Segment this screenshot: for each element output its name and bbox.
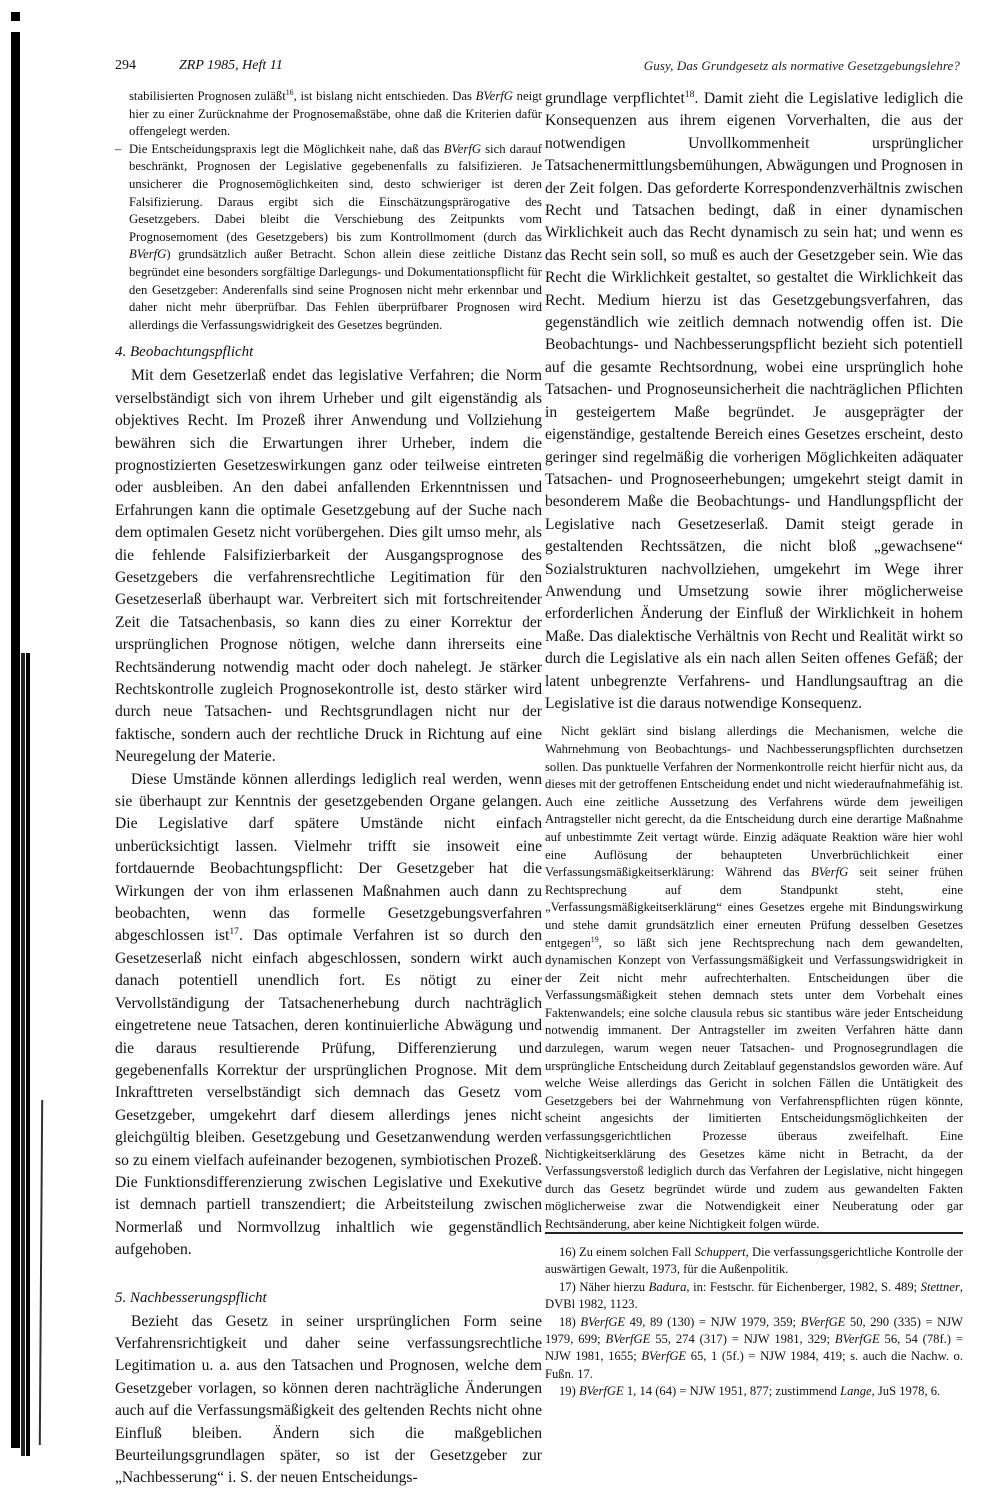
scan-artifact	[11, 32, 20, 1448]
dash-list-item: – Die Entscheidungspraxis legt die Möglichkeit nahe, daß das BVerfG sich darauf beschränkt, Prognosen der Legislative gegebenenfalls zu falsifizieren. Je unsicherer die Prognosemöglichkeiten sind, desto schwieriger ist deren Falsifizierung. Daraus ergibt sich die Einschätzungsprärogative des Gesetzgebers. Dabei bleibt die Verschiebung des Zeitpunkts vom Prognosemoment (des Gesetzgebers) bis zum Kontrollmoment (durch das BVerfG) grundsätzlich außer Betracht. Schon allein diese zeitliche Distanz begründet eine besonders sorgfältige Darlegungs- und Dokumentationspflicht für den Gesetzgeber: Anderenfalls sind seine Prognosen nicht mehr erkennbar und daher nicht mehr überprüfbar. Das Fehlen überprüfbarer Prognosen wird allerdings die Verfassungswidrigkeit des Gesetzes begründen.	[115, 141, 542, 332]
scan-artifact	[21, 653, 25, 1456]
continuation-paragraph: stabilisierten Prognosen zuläßt$^{16}$, ist bislang nicht entschieden. Das BVerfG neigt hier zu einer Zurücknahme der Prognosemaßstäbe, ohne daß die Kriterien dafür offengelegt werden.	[129, 87, 542, 139]
section-heading-4: 4. Beobachtungspflicht	[115, 344, 254, 361]
scan-artifact	[26, 653, 30, 1456]
footnote-divider	[545, 1232, 963, 1234]
running-head-article-title: Gusy, Das Grundgesetz als normative Gesetzgebungslehre?	[643, 58, 960, 73]
footnote-16: 16) Zu einem solchen Fall Schuppert, Die verfassungsgerichtliche Kontrolle der auswärtigen Gewalt, 1973, für die Außenpolitik.	[545, 1245, 963, 1277]
footnote-ref-19[interactable]: 19	[590, 934, 599, 944]
footnote-ref-17[interactable]: 17	[229, 926, 239, 938]
journal-citation: ZRP 1985, Heft 11	[179, 58, 283, 73]
section4-paragraph-1: Mit dem Gesetzerlaß endet das legislative Verfahren; die Norm verselbständigt sich von ihrem Urheber und gilt eigenständig als objektives Recht. Im Prozeß ihrer Anwendung und Vollziehung bewähren sich die Erwartungen ihrer Urheber, indem die prognostizierten Gesetzeswirkungen ganz oder teilweise eintreten oder ausbleiben. An den dabei anfallenden Erkenntnissen und Erfahrungen kann die optimale Gesetzgebung auf der Suche nach dem optimalen Gesetz nicht vorübergehen. Dies gilt umso mehr, als die fehlende Falsifizierbarkeit der Ausgangsprognose des Gesetzgebers die verfahrensrechtliche Legitimation für den Gesetzeserlaß überhaupt war. Verbreitert sich mit fortschreitender Zeit die Tatsachenbasis, so kann dies zu einer Korrektur der ursprünglichen Prognose nötigen, welche dann ihrerseits eine Rechtsänderung notwendig macht oder doch nahelegt. Je stärker Rechtskontrolle zugleich Prognosekontrolle ist, desto stärker wird durch neue Tatsachen- und Rechtsgrundlagen nicht nur der faktische, sondern auch der rechtliche Druck in Richtung auf eine Neuregelung der Materie.	[115, 367, 542, 766]
section4-paragraph-2: Diese Umstände können allerdings lediglich real werden, wenn sie überhaupt zur Kenntnis der gesetzgebenden Organe gelangen. Die Legislative darf spätere Umstände nicht einfach unberücksichtigt lassen. Vielmehr trifft sie insoweit eine fortdauernde Beobachtungspflicht: Der Gesetzgeber hat die Wirkungen der von ihm erlassenen Maßnahmen auch dann zu beobachten, wenn das formelle Gesetzgebungsverfahren abgeschlossen ist$^{17}$. Das optimale Verfahren ist so durch den Gesetzeserlaß nicht einfach abgeschlossen, sondern wirkt auch danach potentiell unendlich fort. Es nötigt zu einer Vervollständigung der Tatsachenerhebung durch nachträglich eingetretene neue Tatsachen, deren kontinuierliche Abwägung und die daraus resultierende Prüfung, Differenzierung und gegebenenfalls Korrektur der ursprünglichen Prognose. Mit dem Inkrafttreten verselbständigt sich demnach das Gesetz vom Gesetzgeber, umgekehrt darf diesem allerdings jenes nicht gleichgültig bleiben. Gesetzgebung und Gesetzanwendung werden so zu einem vielfach aufeinander bezogenen, symbiotischen Prozeß. Die Funktionsdifferenzierung zwischen Legislative und Exekutive ist demnach partiell transzendiert; die Arbeitsteilung zwischen Normerlaß und Normvollzug inhaltlich wie gegenständlich aufgehoben.	[115, 770, 543, 1259]
footnote-ref-18[interactable]: 18	[684, 88, 695, 100]
footnote-18: 18) BVerfGE 49, 89 (130) = NJW 1979, 359; BVerfGE 50, 290 (335) = NJW 1979, 699; BVerfGE 55, 274 (317) = NJW 1981, 329; BVerfGE 56, 54 (78f.) = NJW 1981, 1655; BVerfGE 65, 1 (5f.) = NJW 1984, 419; s. auch die Nachw. o. Fußn. 17.	[545, 1314, 964, 1381]
footnote-ref-16[interactable]: 16	[285, 87, 294, 97]
right-column	[545, 88, 963, 1234]
right-paragraph-2: Nicht geklärt sind bislang allerdings die Mechanismen, welche die Wahrnehmung von Beobachtungs- und Nachbesserungspflichten durchsetzen sollen. Das punktuelle Verfahren der Normenkontrolle reicht hierfür nicht aus, da dieses mit der getroffenen Entscheidung endet und nicht wiederaufnahmefähig ist. Auch eine zeitliche Aussetzung des Verfahrens würde dem jeweiligen Antragsteller nicht gerecht, da die Entscheidung durch eine derartige Maßnahme auf unbestimmte Zeit vertagt würde. Einzig adäquate Reaktion wäre hier wohl eine Auflösung der behaupteten Unverbrüchlichkeit einer Verfassungsmäßigkeitserklärung: Während das BVerfG seit seiner frühen Rechtsprechung auf dem Standpunkt steht, eine „Verfassungsmäßigkeitserklärung“ eines Gesetzes ergehe mit Bindungswirkung und stehe damit grundsätzlich einer erneuten Prüfung desselben Gesetzes entgegen$^{19}$, so läßt sich jene Rechtsprechung nach dem gewandelten, dynamischen Konzept von Verfassungsmäßigkeit und Verfassungswidrigkeit in der Zeit nicht mehr aufrechterhalten. Entscheidungen über die Verfassungsmäßigkeit stehen demnach stets unter dem Vorbehalt eines Faktenwandels; eine solche clausula rebus sic stantibus wäre jeder Entscheidung notwendig immanent. Der Antragsteller im zweiten Verfahren hätte dann darzulegen, warum wegen neuer Tatsachen- und Prognosegrundlagen die ursprüngliche Entscheidung durch Zeitablauf gegenstandslos geworden wäre. Auf welche Weise allerdings das Gericht in solchen Fällen die Untätigkeit des Gesetzgebers bei der Wahrnehmung von Verfahrenspflichten rügen könnte, scheint angesichts der limitierten Entscheidungsmöglichkeiten der verfassungsgerichtlichen Prozesse überaus zweifelhaft. Eine Nichtigkeitserklärung des Gesetzes käme nicht in Betracht, da der Verfassungsverstoß lediglich durch das Verfahren der Legislative, nicht hingegen durch das Gesetz begründet würde und zudem aus gewandelten Fakten möglicherweise zwar die Notwendigkeit einer Neuberatung oder gar Rechtsänderung, aber keine Nichtigkeit folgen würde.	[545, 724, 963, 1231]
scan-artifact	[39, 1100, 43, 1445]
page-number: 294	[115, 58, 136, 73]
footnotes	[545, 1244, 963, 1401]
scan-artifact	[11, 12, 20, 21]
footnote-19: 19) BVerfGE 1, 14 (64) = NJW 1951, 877; zustimmend Lange, JuS 1978, 6.	[559, 1384, 941, 1399]
left-column	[115, 88, 542, 1490]
section-heading-5: 5. Nachbesserungspflicht	[115, 1289, 267, 1306]
list-continuation	[115, 88, 542, 334]
section5-paragraph-1: Bezieht das Gesetz in seiner ursprünglichen Form seine Verfahrensrichtigkeit und daher seine verfassungsrechtliche Legitimation u. a. aus den Tatsachen und Prognosen, welche dem Gesetzgeber vorlagen, so können deren nachträgliche Änderungen auch auf die Verfassungsmäßigkeit des geltenden Rechts nicht ohne Einfluß bleiben. Ändern sich die maßgeblichen Beurteilungsgrundlagen später, so ist der Gesetzgeber zur „Nachbesserung“ i. S. der neuen Entscheidungs-	[115, 1312, 542, 1487]
right-paragraph-1: grundlage verpflichtet$^{18}$. Damit zieht die Legislative lediglich die Konsequenzen aus ihrem eigenen Vorverhalten, die aus der notwendigen Unvollkommenheit ursprünglicher Tatsachenermittlungsbemühungen, Abwägungen und Prognosen in der Zeit folgen. Das geforderte Korrespondenzverhältnis zwischen Recht und Tatsachen bedingt, daß in einer dynamischen Wirklichkeit auch das Recht dynamisch zu sein hat; und wenn es das Recht sein soll, so muß es auch der Gesetzgeber sein. Wie das Recht die Wirklichkeit gestaltet, so gestaltet die Wirklichkeit das Recht. Medium hierzu ist das Gesetzgebungsverfahren, das gegenständlich wie zeitlich demnach notwendig offen ist. Die Beobachtungs- und Nachbesserungspflicht bezieht sich potentiell auf die gesamte Rechtsordnung, wobei eine ursprünglich hohe Tatsachen- und Prognoseunsicherheit die nachträglichen Pflichten in gesteigertem Maße begründet. Je ausgeprägter der eigenständige, gestaltende Bereich eines Gesetzes erscheint, desto geringer sind regelmäßig die vorherigen Möglichkeiten adäquater Tatsachen- und Prognoseerhebungen; umgekehrt steigt damit in besonderem Maße die Beobachtungs- und Handlungspflicht der Legislative nach Gesetzeserlaß. Damit steigt gerade in gestaltenden Rechtssätzen, die nicht bloß „gewachsene“ Sozialstrukturen nachvollziehen, umgekehrt im Wege ihrer Anwendung und Umsetzung sowie ihrer möglicherweise erforderlichen Änderung der Einfluß der Wirklichkeit in hohem Maße. Das dialektische Verhältnis von Recht und Realität wirkt so durch die Legislative als ein nach allen Seiten offenes Gefäß; der latent unbegrenzte Verfahrens- und Handlungsauftrag an die Legislative ist die daraus notwendige Konsequenz.	[545, 88, 963, 712]
footnote-17: 17) Näher hierzu Badura, in: Festschr. für Eichenberger, 1982, S. 489; Stettner, DVBl 1982, 1123.	[545, 1279, 963, 1312]
running-head-left	[115, 58, 283, 74]
